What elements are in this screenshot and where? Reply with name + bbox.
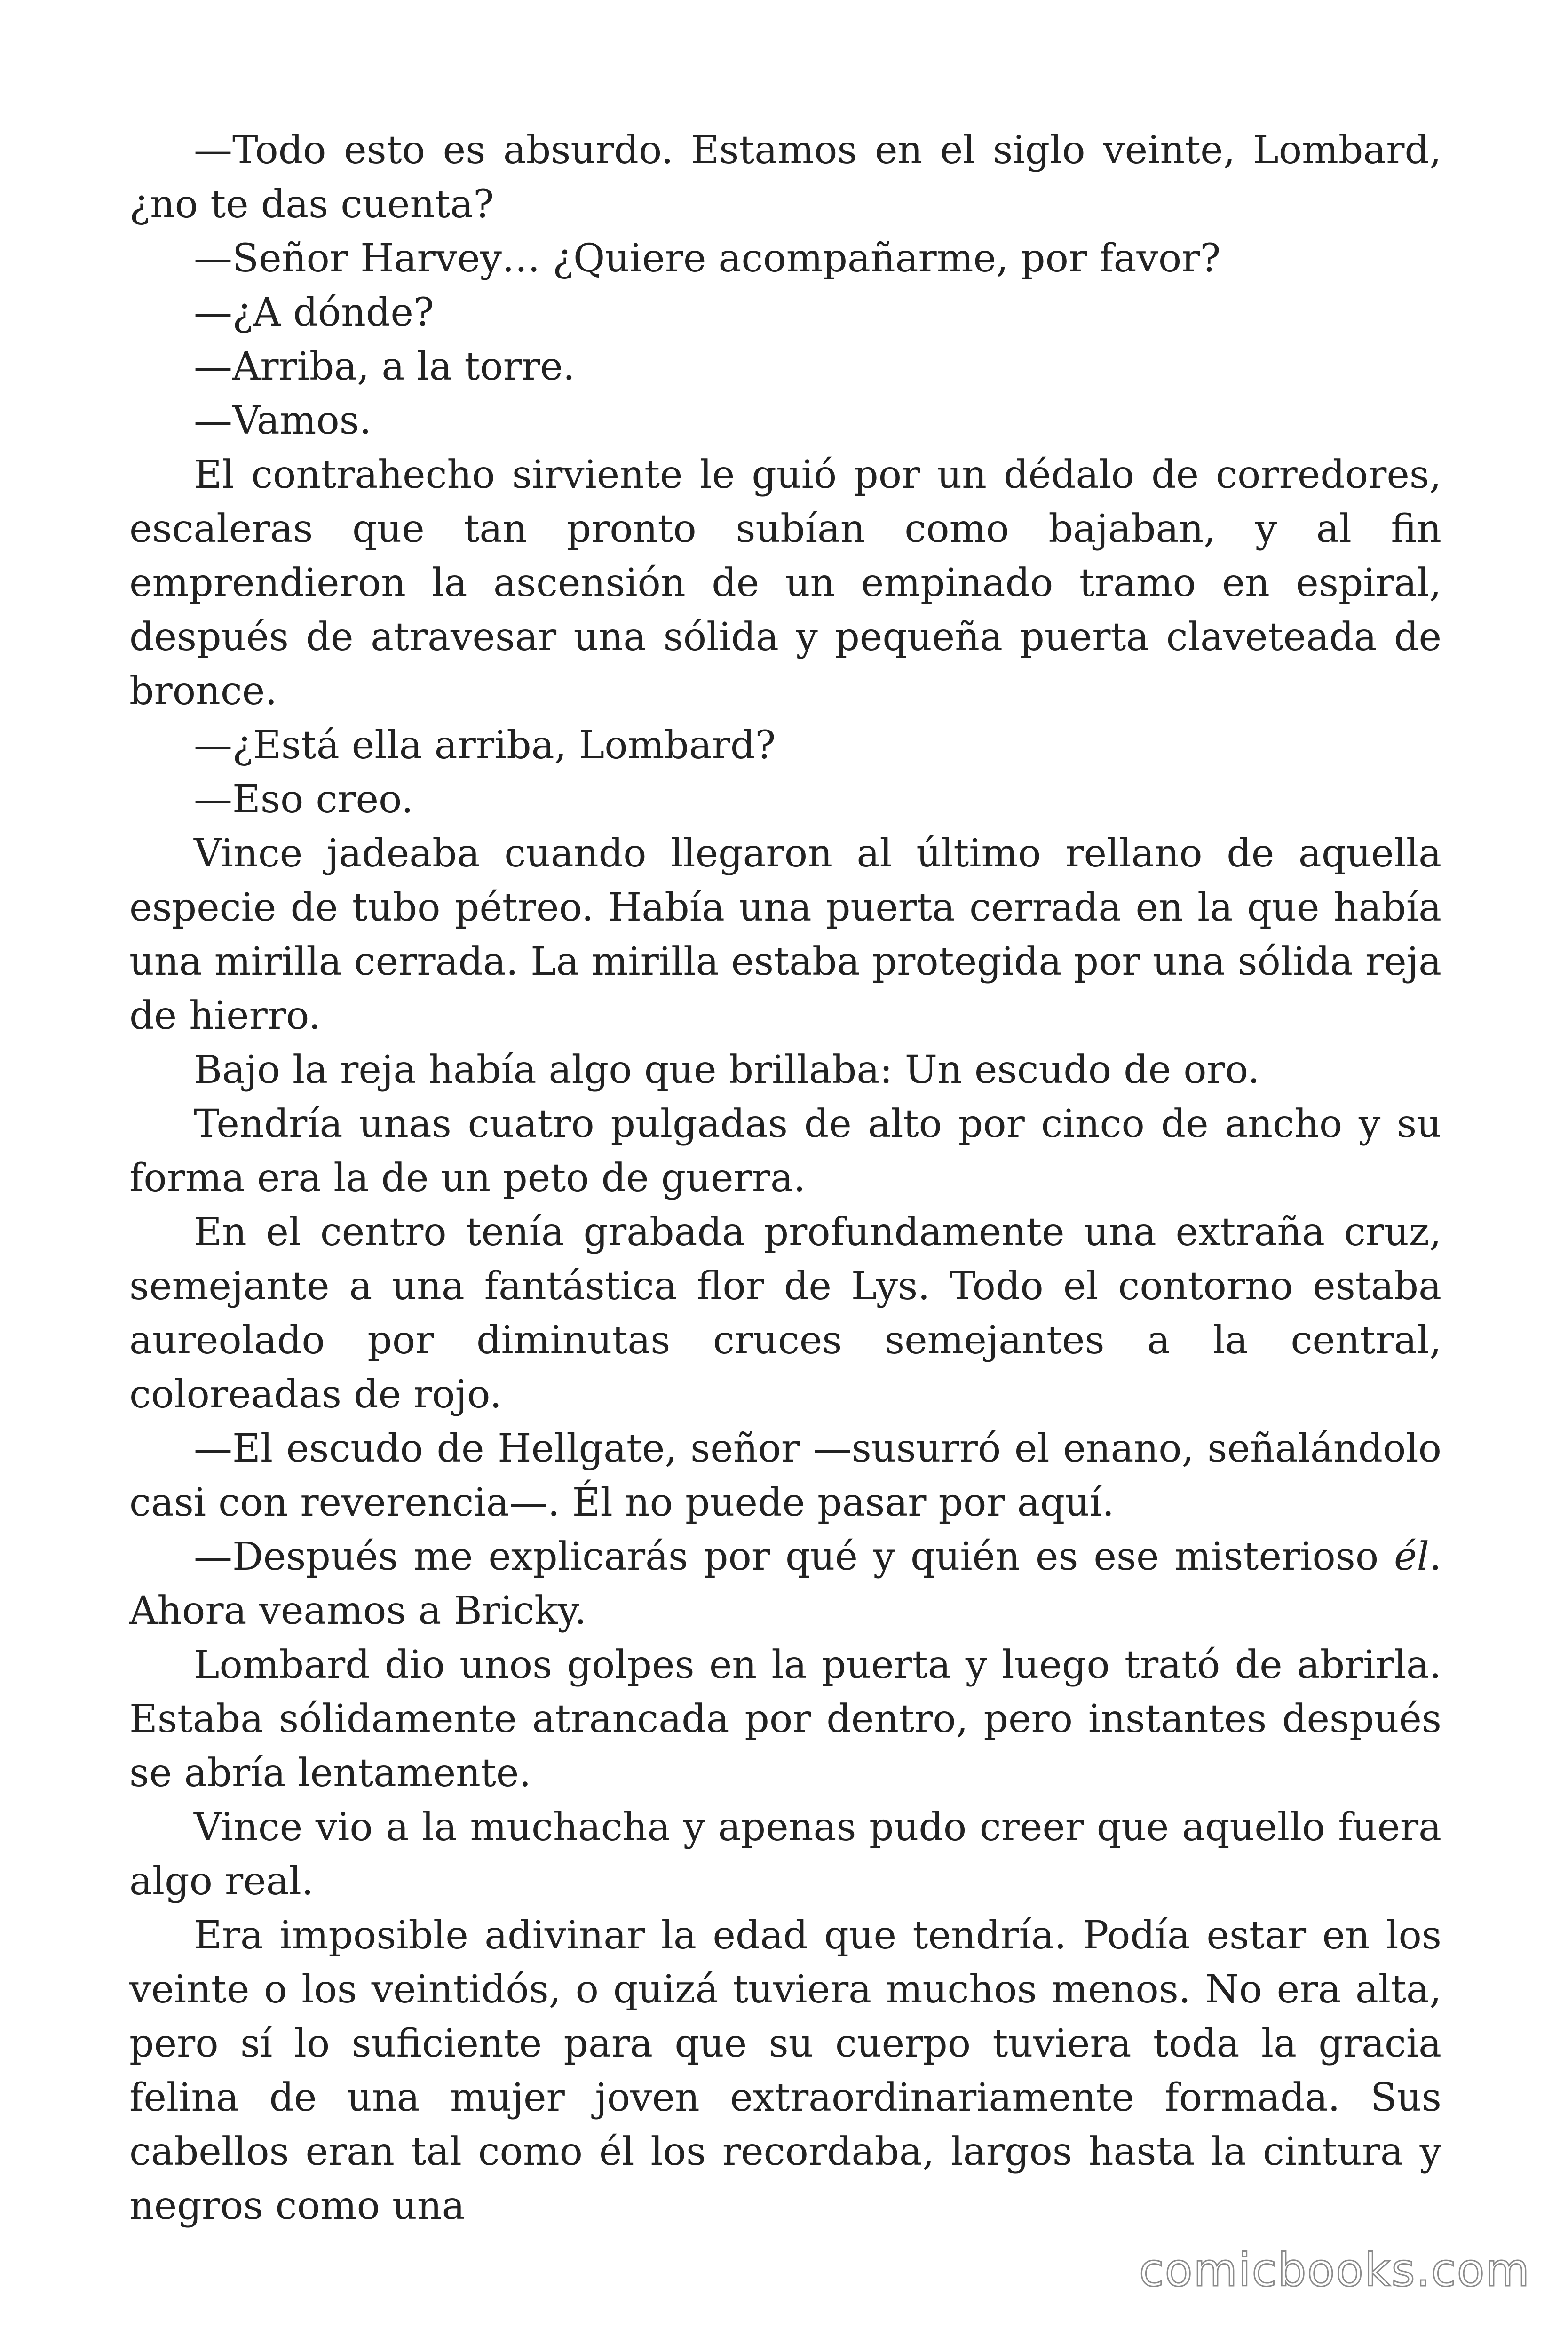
paragraph: —Todo esto es absurdo. Estamos en el siglo veinte, Lombard, ¿no te das cuenta? (129, 128, 1441, 227)
paragraph-lead: —Después me explicarás por qué y quién es ese misterioso (194, 1534, 1394, 1579)
paragraph: Lombard dio unos golpes en la puerta y luego trató de abrirla. Estaba sólidamente atrancada por dentro, pero instantes después se abría lentamente. (129, 1643, 1441, 1796)
paragraph: —El escudo de Hellgate, señor —susurró el enano, señalándolo casi con reverencia—. Él no puede pasar por aquí. (129, 1426, 1441, 1525)
paragraph: Era imposible adivinar la edad que tendría. Podía estar en los veinte o los veintidós, o quizá tuviera muchos menos. No era alta, pero sí lo suficiente para que su cuerpo tuviera toda la gracia felina de una mujer joven extraordinariamente formada. Sus cabellos eran tal como él los recordaba, largos hasta la cintura y negros como una (129, 1913, 1441, 2228)
paragraph: Vince vio a la muchacha y apenas pudo creer que aquello fuera algo real. (129, 1805, 1441, 1904)
paragraph-with-emphasis (129, 1530, 1441, 1638)
watermark: comicbooks.com (1139, 2244, 1530, 2296)
paragraph: —Vamos. (194, 398, 372, 443)
paragraph: Tendría unas cuatro pulgadas de alto por cinco de ancho y su forma era la de un peto de guerra. (129, 1102, 1441, 1200)
paragraph-tail: . Ahora veamos a Bricky. (129, 1534, 1441, 1633)
paragraph: —Señor Harvey… ¿Quiere acompañarme, por favor? (194, 236, 1221, 281)
page-body (129, 123, 1441, 2233)
paragraph: —Eso creo. (194, 777, 414, 822)
paragraph: —¿A dónde? (194, 290, 434, 335)
paragraph: Bajo la reja había algo que brillaba: Un escudo de oro. (194, 1048, 1260, 1092)
paragraph: —¿Está ella arriba, Lombard? (194, 723, 776, 768)
emphasis-word: él (1394, 1534, 1429, 1579)
paragraph: En el centro tenía grabada profundamente una extraña cruz, semejante a una fantástica flor de Lys. Todo el contorno estaba aureolado por diminutas cruces semejantes a la central, coloreadas de rojo. (129, 1210, 1441, 1417)
paragraph: —Arriba, a la torre. (194, 344, 575, 389)
paragraph: Vince jadeaba cuando llegaron al último rellano de aquella especie de tubo pétreo. Había una puerta cerrada en la que había una mirilla cerrada. La mirilla estaba protegida por una sólida reja de hierro. (129, 831, 1441, 1038)
paragraph: El contrahecho sirviente le guió por un dédalo de corredores, escaleras que tan pronto subían como bajaban, y al fin emprendieron la ascensión de un empinado tramo en espiral, después de atravesar una sólida y pequeña puerta claveteada de bronce. (129, 453, 1441, 714)
